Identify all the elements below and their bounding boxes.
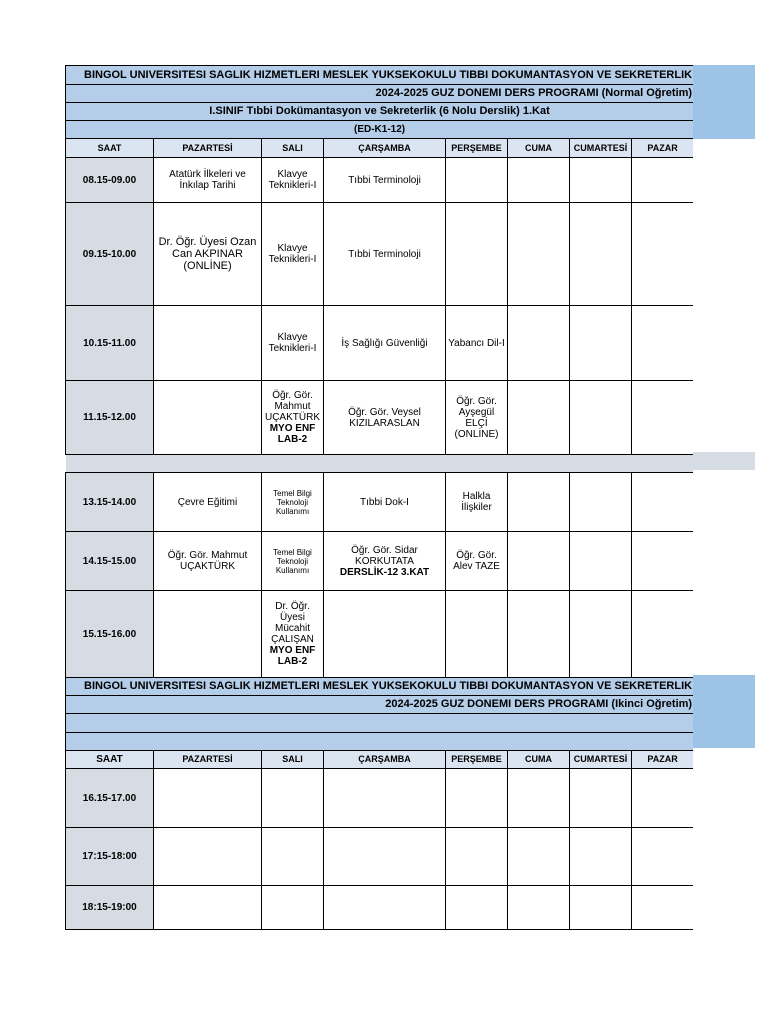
header-cumartesi: CUMARTESİ [570, 139, 632, 158]
cell-wed [324, 828, 446, 886]
cell-tue: Temel Bilgi Teknoloji Kullanımı [262, 532, 324, 591]
cell-fri [508, 381, 570, 455]
classroom-code: (ED-K1-12) [66, 121, 694, 139]
cell-sat [570, 473, 632, 532]
title-program-second: 2024-2025 GÜZ DÖNEMİ DERS PROGRAMI (İkinci Öğretim) [66, 696, 694, 714]
cell-tue: Klavye Teknikleri-I [262, 203, 324, 306]
lunch-break-row [66, 455, 694, 473]
class-title: I.SINIF Tıbbi Dokümantasyon ve Sekreterlik (6 Nolu Derslik) 1.Kat [66, 103, 694, 121]
cell-thu [446, 886, 508, 930]
time-slot: 18:15-19:00 [66, 886, 154, 930]
header-saat: SAAT [66, 139, 154, 158]
cell-tue [262, 828, 324, 886]
cell-fri [508, 886, 570, 930]
cell-fri [508, 473, 570, 532]
lunch-fill-right [693, 452, 755, 470]
room-label: MYO ENF LAB-2 [269, 645, 316, 667]
cell-mon [154, 591, 262, 678]
header-cuma: CUMA [508, 139, 570, 158]
cell-fri [508, 828, 570, 886]
cell-mon: Öğr. Gör. Mahmut UÇAKTÜRK [154, 532, 262, 591]
cell-sun [632, 828, 694, 886]
cell-sun [632, 473, 694, 532]
cell-sun [632, 306, 694, 381]
time-slot: 08.15-09.00 [66, 158, 154, 203]
title-fill-right-2 [693, 675, 755, 748]
header-cumartesi: CUMARTESİ [570, 751, 632, 769]
time-slot: 16.15-17.00 [66, 769, 154, 828]
header-persembe: PERŞEMBE [446, 139, 508, 158]
cell-thu: Yabancı Dil-I [446, 306, 508, 381]
cell-thu: Halkla İlişkiler [446, 473, 508, 532]
cell-fri [508, 532, 570, 591]
cell-sat [570, 306, 632, 381]
cell-thu: Öğr. Gör. Ayşegül ELÇİ (ONLİNE) [446, 381, 508, 455]
cell-fri [508, 769, 570, 828]
cell-mon [154, 828, 262, 886]
cell-thu [446, 591, 508, 678]
time-slot: 15.15-16.00 [66, 591, 154, 678]
time-slot: 13.15-14.00 [66, 473, 154, 532]
cell-sat [570, 828, 632, 886]
cell-wed [324, 886, 446, 930]
instructor-name: Dr. Öğr. Üyesi Mücahit ÇALIŞAN [271, 601, 314, 645]
cell-sat [570, 769, 632, 828]
cell-mon [154, 886, 262, 930]
cell-tue [262, 769, 324, 828]
cell-sun [632, 532, 694, 591]
header-sali: SALI [262, 139, 324, 158]
cell-sat [570, 886, 632, 930]
schedule-table [65, 65, 693, 930]
header-pazartesi: PAZARTESİ [154, 139, 262, 158]
time-slot: 09.15-10.00 [66, 203, 154, 306]
cell-fri [508, 591, 570, 678]
cell-wed: Tıbbi Terminoloji [324, 158, 446, 203]
cell-sat [570, 591, 632, 678]
title-university: BİNGÖL ÜNİVERSİTESİ SAĞLIK HİZMETLERİ MESLEK YÜKSEKOKULU TIBBİ DOKÜMANTASYON VE SEKRETERLİK [66, 66, 694, 85]
cell-sun [632, 886, 694, 930]
cell-mon [154, 381, 262, 455]
cell-wed: Tıbbi Terminoloji [324, 203, 446, 306]
cell-sun [632, 591, 694, 678]
cell-wed [324, 532, 446, 591]
time-slot: 14.15-15.00 [66, 532, 154, 591]
header-carsamba: ÇARŞAMBA [324, 139, 446, 158]
cell-thu [446, 828, 508, 886]
cell-fri [508, 306, 570, 381]
cell-wed: Tıbbi Dok-I [324, 473, 446, 532]
cell-mon [154, 306, 262, 381]
cell-tue: Klavye Teknikleri-I [262, 306, 324, 381]
header-sali: SALI [262, 751, 324, 769]
instructor-name: Öğr. Gör. Mahmut UÇAKTÜRK [264, 390, 320, 423]
instructor-name: Öğr. Gör. Sidar KORKUTATA [351, 544, 418, 567]
cell-mon: Atatürk İlkeleri ve İnkılap Tarihi [154, 158, 262, 203]
blank-header-row [66, 733, 694, 751]
cell-thu [446, 769, 508, 828]
cell-tue: Temel Bilgi Teknoloji Kullanımı [262, 473, 324, 532]
cell-sun [632, 381, 694, 455]
cell-mon: Çevre Eğitimi [154, 473, 262, 532]
cell-mon: Dr. Öğr. Üyesi Ozan Can AKPINAR (ONLİNE) [154, 203, 262, 306]
cell-wed: İş Sağlığı Güvenliği [324, 306, 446, 381]
cell-wed [324, 769, 446, 828]
time-slot: 17:15-18:00 [66, 828, 154, 886]
cell-thu [446, 158, 508, 203]
header-pazar: PAZAR [632, 751, 694, 769]
cell-tue [262, 591, 324, 678]
cell-sun [632, 158, 694, 203]
cell-tue: Klavye Teknikleri-I [262, 158, 324, 203]
cell-mon [154, 769, 262, 828]
cell-thu [446, 203, 508, 306]
title-program-normal: 2024-2025 GÜZ DÖNEMİ DERS PROGRAMI (Normal Öğretim) [66, 85, 694, 103]
header-persembe: PERŞEMBE [446, 751, 508, 769]
cell-sat [570, 203, 632, 306]
cell-wed: Öğr. Gör. Veysel KIZILARASLAN [324, 381, 446, 455]
room-label: MYO ENF LAB-2 [269, 423, 316, 445]
cell-sun [632, 203, 694, 306]
room-label: DERSLİK-12 3.KAT [339, 566, 430, 578]
header-carsamba: ÇARŞAMBA [324, 751, 446, 769]
blank-header-row [66, 714, 694, 733]
header-pazartesi: PAZARTESİ [154, 751, 262, 769]
cell-tue [262, 381, 324, 455]
cell-fri [508, 158, 570, 203]
header-saat: SAAT [66, 751, 154, 769]
header-pazar: PAZAR [632, 139, 694, 158]
cell-sun [632, 769, 694, 828]
schedule-sheet [65, 65, 693, 930]
cell-thu: Öğr. Gör. Alev TAZE [446, 532, 508, 591]
time-slot: 10.15-11.00 [66, 306, 154, 381]
cell-wed [324, 591, 446, 678]
cell-fri [508, 203, 570, 306]
cell-sat [570, 532, 632, 591]
cell-tue [262, 886, 324, 930]
title-fill-right-1 [693, 65, 755, 139]
cell-sat [570, 381, 632, 455]
header-cuma: CUMA [508, 751, 570, 769]
time-slot: 11.15-12.00 [66, 381, 154, 455]
cell-sat [570, 158, 632, 203]
title-university-2: BİNGÖL ÜNİVERSİTESİ SAĞLIK HİZMETLERİ MESLEK YÜKSEKOKULU TIBBİ DOKÜMANTASYON VE SEKRETERLİK [66, 678, 694, 696]
